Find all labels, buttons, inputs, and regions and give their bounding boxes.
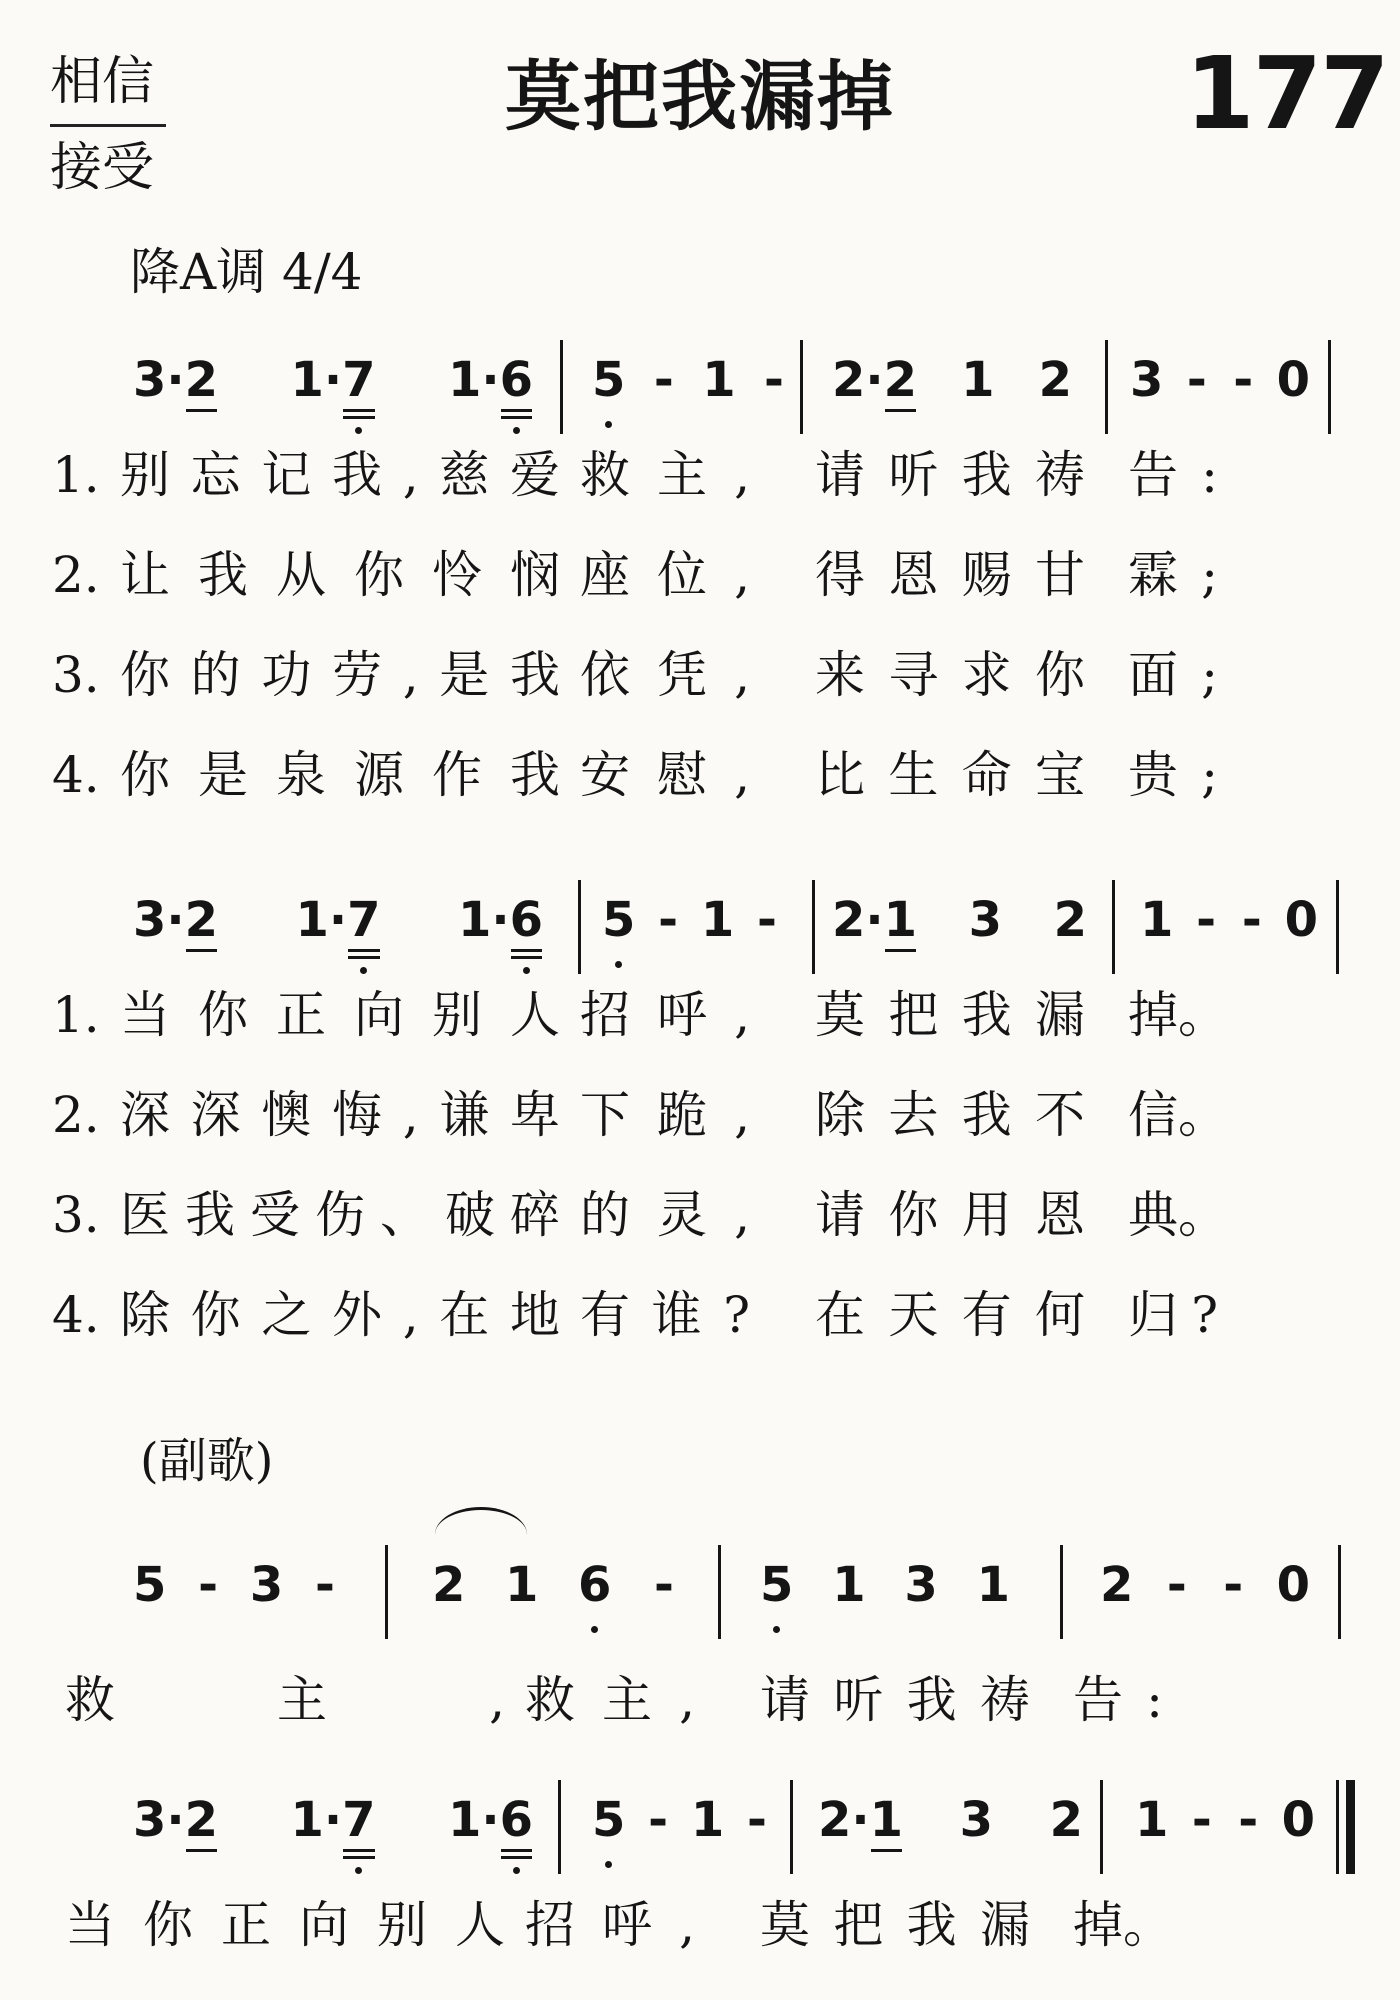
measure bbox=[133, 1780, 533, 1860]
hymn-number: 177 bbox=[1185, 35, 1388, 152]
lyric-segment: 救 主 , bbox=[580, 446, 750, 504]
verse-number: 3. bbox=[52, 1186, 100, 1244]
lyric-segment: 深 深 懊 悔 , 谦 卑 bbox=[120, 1086, 560, 1144]
note: 5 bbox=[592, 1790, 625, 1850]
note: 2 bbox=[432, 1557, 466, 1613]
note: 2·2 bbox=[832, 352, 918, 408]
lyric-segment: 得 恩 赐 甘 bbox=[815, 546, 1085, 604]
notation-row bbox=[0, 340, 1400, 450]
measure bbox=[592, 340, 787, 420]
barline bbox=[790, 1780, 793, 1874]
barline bbox=[558, 1780, 561, 1874]
lyric-line bbox=[52, 540, 1352, 610]
barline bbox=[1338, 1545, 1341, 1639]
note: 2 bbox=[1049, 1792, 1083, 1848]
measure bbox=[602, 880, 780, 960]
lyric-segment: 告 : bbox=[1073, 1671, 1163, 1729]
note: - bbox=[1166, 1557, 1187, 1613]
note: - bbox=[315, 1557, 335, 1613]
note: 0 bbox=[1284, 892, 1318, 948]
verse-number: 4. bbox=[52, 746, 100, 804]
low-octave-dot bbox=[513, 427, 520, 434]
lyric-segment: 莫 把 我 漏 bbox=[760, 1896, 1030, 1954]
lyric-segment: 莫 把 我 漏 bbox=[815, 986, 1085, 1044]
barline bbox=[800, 340, 803, 434]
verse-number: 1. bbox=[52, 446, 100, 504]
measure bbox=[133, 340, 533, 420]
measure bbox=[592, 1780, 770, 1860]
lyric-segment: 让 我 从 你 怜 悯 bbox=[120, 546, 560, 604]
lyric-line bbox=[52, 1280, 1352, 1350]
barline bbox=[1336, 1780, 1339, 1874]
lyric-segment: 座 位 , bbox=[580, 546, 750, 604]
note: - bbox=[1186, 352, 1207, 408]
category-believe: 相信 bbox=[50, 52, 155, 112]
low-octave-dot bbox=[513, 1867, 520, 1874]
lyric-segment: 请 听 我 祷 bbox=[760, 1671, 1030, 1729]
lyric-segment: 贵 ; bbox=[1128, 746, 1218, 804]
lyric-segment: 的 灵 , bbox=[580, 1186, 750, 1244]
note: 0 bbox=[1276, 1557, 1310, 1613]
note: 1 bbox=[702, 352, 736, 408]
verse-number: 2. bbox=[52, 1086, 100, 1144]
note: 3 bbox=[1130, 352, 1164, 408]
barline bbox=[1336, 880, 1339, 974]
verse-number: 2. bbox=[52, 546, 100, 604]
note: 1 bbox=[690, 1792, 725, 1848]
low-octave-dot bbox=[360, 967, 367, 974]
measure bbox=[832, 880, 1087, 960]
lyric-segment: 请 你 用 恩 bbox=[815, 1186, 1085, 1244]
note: 3·2 bbox=[133, 892, 219, 948]
lyric-line bbox=[52, 980, 1352, 1050]
verse-number: 3. bbox=[52, 646, 100, 704]
final-barline bbox=[1346, 1780, 1355, 1874]
note: 3·2 bbox=[133, 1792, 219, 1848]
lyric-line bbox=[52, 1890, 1352, 1960]
note: 1 bbox=[700, 892, 735, 948]
note: - bbox=[653, 352, 674, 408]
note: 2·1 bbox=[818, 1792, 904, 1848]
note: - bbox=[764, 352, 784, 408]
lyric-segment: 来 寻 求 你 bbox=[815, 646, 1085, 704]
lyric-line bbox=[52, 740, 1352, 810]
category-accept: 接受 bbox=[50, 138, 155, 198]
low-octave-dot bbox=[591, 1626, 598, 1633]
notation-row bbox=[0, 1545, 1400, 1655]
note: 2·1 bbox=[832, 892, 918, 948]
note: 3·2 bbox=[133, 352, 219, 408]
barline bbox=[1105, 340, 1108, 434]
note: 1·7 bbox=[290, 1790, 375, 1850]
measure bbox=[1135, 1780, 1315, 1860]
lyric-segment: 霖 ; bbox=[1128, 546, 1218, 604]
note: 1 bbox=[505, 1557, 539, 1613]
note: 2 bbox=[1053, 892, 1087, 948]
note: - bbox=[747, 1792, 767, 1848]
note: - bbox=[757, 892, 777, 948]
lyric-segment: 掉 。 bbox=[1073, 1896, 1173, 1954]
note: 0 bbox=[1281, 1792, 1315, 1848]
barline bbox=[1060, 1545, 1063, 1639]
low-octave-dot bbox=[615, 961, 622, 968]
lyric-segment: 你 的 功 劳 , 是 我 bbox=[120, 646, 560, 704]
note: - bbox=[1191, 1792, 1212, 1848]
lyric-segment: 有 谁 ? bbox=[580, 1286, 750, 1344]
low-octave-dot bbox=[355, 1867, 362, 1874]
lyric-segment: 医 我 受 伤 、 破 碎 bbox=[120, 1186, 560, 1244]
lyric-segment: 信 。 bbox=[1128, 1086, 1228, 1144]
lyric-segment: 当 你 正 向 别 人 bbox=[120, 986, 560, 1044]
measure bbox=[1140, 880, 1318, 960]
barline bbox=[1100, 1780, 1103, 1874]
low-octave-dot bbox=[605, 1861, 612, 1868]
key-signature: 降A调 4/4 bbox=[130, 243, 363, 301]
lyric-segment: 依 凭 , bbox=[580, 646, 750, 704]
measure bbox=[832, 340, 1072, 420]
barline bbox=[812, 880, 815, 974]
lyric-line bbox=[52, 440, 1352, 510]
measure bbox=[818, 1780, 1083, 1860]
note: 1 bbox=[1135, 1792, 1169, 1848]
note: - bbox=[1233, 352, 1254, 408]
lyric-segment: 比 生 命 宝 bbox=[815, 746, 1085, 804]
note: 5 bbox=[602, 890, 635, 950]
lyric-segment: 典 。 bbox=[1128, 1186, 1228, 1244]
lyric-segment: 除 去 我 不 bbox=[815, 1086, 1085, 1144]
note: 2 bbox=[1100, 1557, 1134, 1613]
lyric-segment: 你 是 泉 源 作 我 bbox=[120, 746, 560, 804]
measure bbox=[760, 1545, 1010, 1625]
note: - bbox=[1223, 1557, 1244, 1613]
note: - bbox=[654, 1557, 674, 1613]
hymn-title: 莫把我漏掉 bbox=[505, 52, 895, 141]
low-octave-dot bbox=[523, 967, 530, 974]
note: 0 bbox=[1276, 352, 1310, 408]
note: 5 bbox=[592, 350, 625, 410]
lyric-segment: 别 忘 记 我 , 慈 爱 bbox=[120, 446, 560, 504]
measure bbox=[133, 880, 543, 960]
measure bbox=[133, 1545, 338, 1625]
note: 1 bbox=[976, 1557, 1010, 1613]
low-octave-dot bbox=[773, 1626, 780, 1633]
note: - bbox=[648, 1792, 669, 1848]
note: 3 bbox=[249, 1557, 284, 1613]
note: 1·6 bbox=[448, 1790, 533, 1850]
note: 1·7 bbox=[290, 350, 375, 410]
note: - bbox=[1238, 1792, 1259, 1848]
note: 6 bbox=[578, 1555, 611, 1615]
note: 1·7 bbox=[295, 890, 380, 950]
barline bbox=[578, 880, 581, 974]
lyric-segment: 面 ; bbox=[1128, 646, 1218, 704]
barline bbox=[1328, 340, 1331, 434]
barline bbox=[1112, 880, 1115, 974]
note: 1 bbox=[832, 1557, 866, 1613]
chorus-label: (副歌) bbox=[140, 1433, 274, 1489]
verse-number: 1. bbox=[52, 986, 100, 1044]
note: 3 bbox=[959, 1792, 994, 1848]
note: 3 bbox=[968, 892, 1003, 948]
lyric-segment: 招 呼 , bbox=[580, 986, 750, 1044]
lyric-segment: 救 主 , bbox=[525, 1671, 695, 1729]
note: - bbox=[1196, 892, 1217, 948]
low-octave-dot bbox=[605, 421, 612, 428]
lyric-line bbox=[52, 1665, 1352, 1735]
note: 5 bbox=[760, 1555, 793, 1615]
note: 1 bbox=[961, 352, 995, 408]
category-divider bbox=[50, 124, 166, 127]
lyric-segment: 当 你 正 向 别 人 bbox=[65, 1896, 505, 1954]
note: 5 bbox=[133, 1557, 167, 1613]
note: 2 bbox=[1038, 352, 1072, 408]
lyric-segment: 救 主 , bbox=[65, 1671, 505, 1729]
barline bbox=[560, 340, 563, 434]
lyric-line bbox=[52, 1080, 1352, 1150]
note: 1·6 bbox=[458, 890, 543, 950]
low-octave-dot bbox=[355, 427, 362, 434]
lyric-segment: 归 ? bbox=[1128, 1286, 1218, 1344]
note: - bbox=[1241, 892, 1262, 948]
lyric-line bbox=[52, 640, 1352, 710]
barline bbox=[718, 1545, 721, 1639]
lyric-segment: 告 : bbox=[1128, 446, 1218, 504]
notation-row bbox=[0, 880, 1400, 990]
note: 1 bbox=[1140, 892, 1174, 948]
slur bbox=[435, 1507, 527, 1562]
barline bbox=[385, 1545, 388, 1639]
note: - bbox=[658, 892, 679, 948]
note: 1·6 bbox=[448, 350, 533, 410]
lyric-segment: 请 听 我 祷 bbox=[815, 446, 1085, 504]
note: 3 bbox=[904, 1557, 938, 1613]
lyric-segment: 在 天 有 何 bbox=[815, 1286, 1085, 1344]
lyric-segment: 招 呼 , bbox=[525, 1896, 695, 1954]
measure bbox=[1130, 340, 1310, 420]
lyric-line bbox=[52, 1180, 1352, 1250]
verse-number: 4. bbox=[52, 1286, 100, 1344]
notation-row bbox=[0, 1780, 1400, 1890]
lyric-segment: 掉 。 bbox=[1128, 986, 1228, 1044]
note: - bbox=[198, 1557, 219, 1613]
lyric-segment: 除 你 之 外 , 在 地 bbox=[120, 1286, 560, 1344]
lyric-segment: 安 慰 , bbox=[580, 746, 750, 804]
measure bbox=[1100, 1545, 1310, 1625]
lyric-segment: 下 跪 , bbox=[580, 1086, 750, 1144]
